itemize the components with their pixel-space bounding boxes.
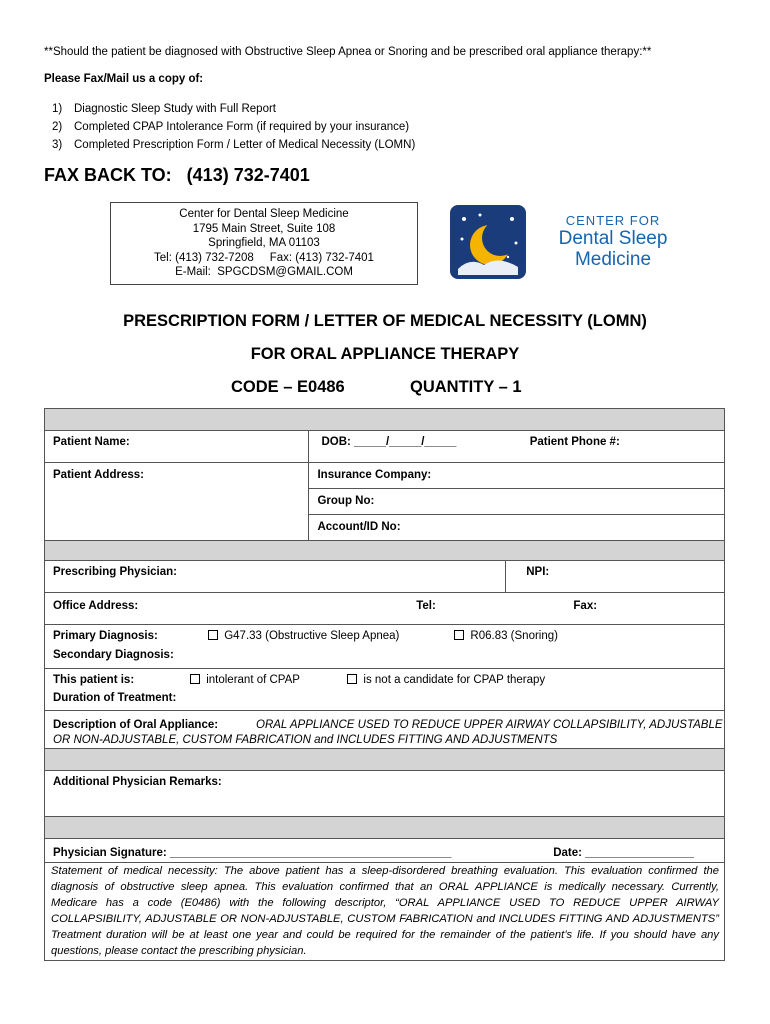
description-row xyxy=(45,711,725,749)
code-label: CODE – E0486 xyxy=(231,378,345,396)
secondary-diagnosis-field[interactable]: Secondary Diagnosis: xyxy=(45,647,725,669)
diagnosis-option-osa[interactable]: G47.33 (Obstructive Sleep Apnea) xyxy=(208,630,451,642)
clinic-city: Springfield, MA 01103 xyxy=(208,237,320,249)
form-title: PRESCRIPTION FORM / LETTER OF MEDICAL NECESSITY (LOMN) xyxy=(123,312,647,330)
signature-row xyxy=(45,839,725,863)
office-address-row xyxy=(45,593,725,625)
clinic-name: Center for Dental Sleep Medicine xyxy=(179,208,349,220)
diagnosis-option-snoring[interactable]: R06.83 (Snoring) xyxy=(454,630,558,642)
patient-is-label: This patient is: xyxy=(53,674,135,686)
additional-remarks-field[interactable]: Additional Physician Remarks: xyxy=(45,771,725,817)
logo-text xyxy=(533,213,693,270)
dob-phone-row xyxy=(309,431,725,463)
medical-necessity-statement: Statement of medical necessity: The above patient has a sleep-disordered breathing evaluation. This evaluation confirmed the diagnosis of obstructive sleep apnea. This evaluation confirmed that an ORAL APPLIANCE is medically necessary. Currently, Medicare has a code (E0486) with the following descriptor, “ORAL APPLIANCE USED TO REDUCE UPPER AIRWAY COLLAPSIBILITY, ADJUSTABLE OR NON-ADJUSTABLE, CUSTOM FABRICATION and INCLUDES FITTING AND ADJUSTMENTS” Treatment duration will be at least one year and could be required for the remainder of the patient’s life. If you should have any questions, please contact the prescribing physician. xyxy=(45,863,725,961)
insurance-company-field[interactable]: Insurance Company: xyxy=(309,463,725,489)
description-label: Description of Oral Appliance: xyxy=(53,719,219,731)
fax-back-heading: FAX BACK TO: (413) 732-7401 xyxy=(44,165,310,185)
patient-phone-field[interactable]: Patient Phone #: xyxy=(529,436,620,448)
tel-field[interactable]: Tel: xyxy=(416,600,436,612)
list-item: 1) Diagnostic Sleep Study with Full Report xyxy=(52,103,276,115)
intro-note: **Should the patient be diagnosed with Obstructive Sleep Apnea or Snoring and be prescribed oral appliance therapy:** xyxy=(44,46,652,58)
shaded-divider xyxy=(45,749,725,771)
prescription-form-table xyxy=(44,408,725,961)
list-item: 2) Completed CPAP Intolerance Form (if required by your insurance) xyxy=(52,121,410,133)
list-item: 3) Completed Prescription Form / Letter of Medical Necessity (LOMN) xyxy=(52,139,416,151)
form-subtitle: FOR ORAL APPLIANCE THERAPY xyxy=(250,345,520,363)
checkbox-icon[interactable] xyxy=(347,674,357,684)
checkbox-icon[interactable] xyxy=(190,674,200,684)
group-no-field[interactable]: Group No: xyxy=(309,489,725,515)
fax-mail-heading: Please Fax/Mail us a copy of: xyxy=(44,73,204,85)
address-box xyxy=(110,202,418,285)
fax-field[interactable]: Fax: xyxy=(573,600,598,612)
clinic-email: E-Mail: SPGCDSM@GMAIL.COM xyxy=(175,266,353,278)
intolerant-cpap-option[interactable]: intolerant of CPAP xyxy=(190,674,344,686)
patient-is-row xyxy=(45,669,725,691)
account-id-field[interactable]: Account/ID No: xyxy=(309,515,725,541)
description-text-line1: ORAL APPLIANCE USED TO REDUCE UPPER AIRWAY COLLAPSIBILITY, ADJUSTABLE xyxy=(256,719,723,731)
not-candidate-cpap-option[interactable]: is not a candidate for CPAP therapy xyxy=(347,674,545,686)
moon-logo-icon xyxy=(450,205,526,279)
patient-name-field[interactable]: Patient Name: xyxy=(45,431,309,463)
clinic-street: 1795 Main Street, Suite 108 xyxy=(192,222,336,235)
clinic-phone: Tel: (413) 732-7208 Fax: (413) 732-7401 xyxy=(154,251,374,264)
logo-line3: Medicine xyxy=(574,249,652,270)
duration-field[interactable]: Duration of Treatment: xyxy=(45,691,725,711)
shaded-divider xyxy=(45,541,725,561)
npi-field[interactable]: NPI: xyxy=(506,561,725,593)
primary-diagnosis-row xyxy=(45,625,725,647)
patient-address-field[interactable]: Patient Address: xyxy=(45,463,309,541)
dob-field[interactable]: DOB: _____/_____/_____ xyxy=(321,436,457,448)
required-documents-list xyxy=(52,100,415,154)
shaded-divider xyxy=(45,409,725,431)
date-field[interactable]: Date: _________________ xyxy=(553,847,694,859)
quantity-label: QUANTITY – 1 xyxy=(410,378,522,396)
checkbox-icon[interactable] xyxy=(208,630,218,640)
prescribing-physician-field[interactable]: Prescribing Physician: xyxy=(45,561,506,593)
logo-line2: Dental Sleep xyxy=(558,228,668,249)
checkbox-icon[interactable] xyxy=(454,630,464,640)
office-address-field[interactable]: Office Address: xyxy=(53,600,139,612)
description-text-line2: OR NON-ADJUSTABLE, CUSTOM FABRICATION and INCLUDES FITTING AND ADJUSTMENTS xyxy=(53,734,558,746)
primary-diagnosis-label: Primary Diagnosis: xyxy=(53,630,158,642)
physician-signature-field[interactable]: Physician Signature: ____________________________________________ xyxy=(53,847,452,859)
logo-line1: CENTER FOR xyxy=(565,213,661,228)
shaded-divider xyxy=(45,817,725,839)
